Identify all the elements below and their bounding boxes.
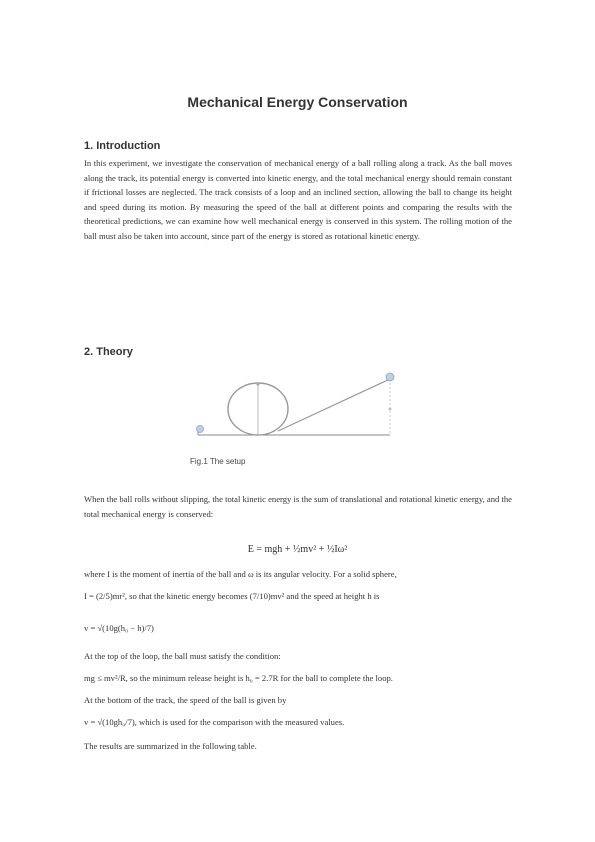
theory-line-7: v = √(10gh₀/7), which is used for the comparison with the measured values.	[84, 717, 345, 727]
theory-paragraph: When the ball rolls without slipping, the total kinetic energy is the sum of translational and rotational kinetic energy, and the total mechanical energy is conserved:	[84, 494, 512, 519]
theory-line-5: mg ≤ mv²/R, so the minimum release height is h₀ = 2.7R for the ball to complete the loop.	[84, 673, 393, 683]
introduction-paragraph: In this experiment, we investigate the conservation of mechanical energy of a ball rolling along a track. As the ball moves along the track, its potential energy is converted into kinetic energy, and the total mechanical energy should remain constant if frictional losses are neglected. The track consists of a loop and an inclined section, allowing the ball to change its height and speed during its motion. By measuring the speed of the ball at different points and comparing the results with the theoretical predictions, we can examine how well mechanical energy is conserved in this system. The rolling motion of the ball must also be taken into account, since part of the energy is stored as rotational kinetic energy.	[84, 158, 512, 241]
theory-line-2: I = (2/5)mr², so that the kinetic energy becomes (7/10)mv² and the speed at height h is	[84, 591, 380, 601]
figure-caption: Fig.1 The setup	[190, 457, 246, 466]
incline-track	[278, 379, 390, 431]
theory-line-3: v = √(10g(h₀ − h)/7)	[84, 623, 154, 633]
energy-equation: E = mgh + ½mv² + ½Iω²	[247, 544, 348, 555]
document-title: Mechanical Energy Conservation	[187, 94, 408, 110]
theory-line-8: The results are summarized in the following table.	[84, 741, 257, 751]
theory-line-1: where I is the moment of inertia of the ball and ω is its angular velocity. For a solid sphere,	[84, 569, 397, 579]
section-heading-theory: 2. Theory	[84, 346, 133, 358]
section-heading-introduction: 1. Introduction	[84, 140, 161, 152]
height-marker-point	[389, 408, 392, 411]
theory-line-6: At the bottom of the track, the speed of the ball is given by	[84, 695, 287, 705]
loop-top-point	[256, 382, 259, 385]
theory-line-4: At the top of the loop, the ball must satisfy the condition:	[84, 651, 281, 661]
ball-start	[197, 426, 204, 433]
track-diagram	[190, 365, 410, 455]
ball-top	[386, 373, 394, 381]
